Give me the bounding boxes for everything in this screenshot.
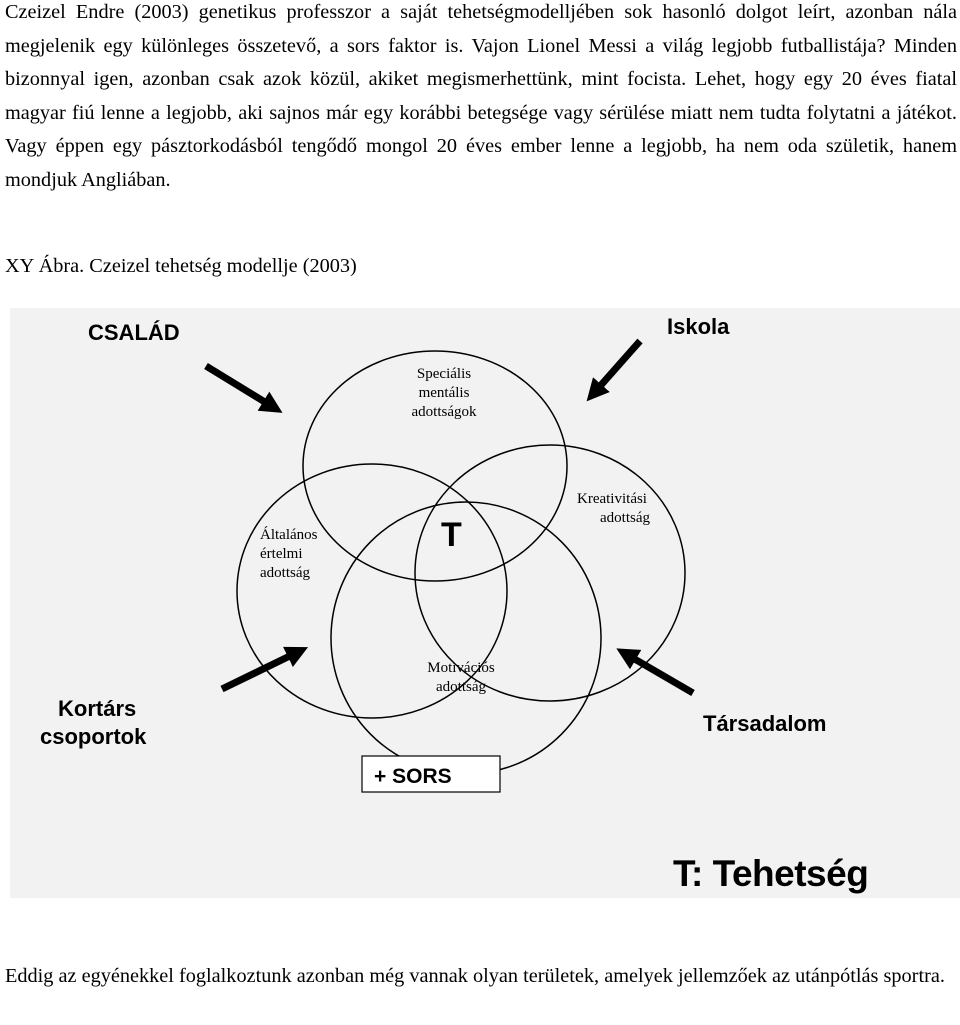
label-talent-center: T	[441, 516, 462, 554]
arrow-family	[206, 366, 273, 407]
label-peers-line1: Kortárs	[58, 696, 137, 721]
label-general-line1: Általános	[260, 527, 318, 543]
label-special-line1: Speciális	[416, 366, 472, 382]
label-school: Iskola	[667, 314, 730, 339]
body-paragraph-top: Czeizel Endre (2003) genetikus professzor a saját tehetségmodelljében sok hasonló dolgot leírt, azonban nála megjelenik egy különleges összetevő, a sors faktor is. Vajon Lionel Messi a világ legjobb futballistája? Minden bizonnyal igen, azonban csak azok közül, akiket megismerhettünk, mint focista. Lehet, hogy egy 20 éves fiatal magyar fiú lenne a legjobb, aki sajnos már egy korábbi betegsége vagy sérülése miatt nem tudta folytatni a játékot. Vagy éppen egy pásztorkodásból tengődő mongol 20 éves ember lenne a legjobb, ha nem oda születik, hanem mondjuk Angliában.	[5, 1, 957, 191]
arrow-peers	[222, 652, 298, 689]
label-peers-line2: csoportok	[40, 724, 147, 749]
label-special-line3: adottságok	[411, 404, 477, 420]
label-motivation-line1: Motivációs	[427, 660, 495, 676]
diagram-canvas	[10, 308, 960, 898]
body-paragraph-bottom: Eddig az egyénekkel foglalkoztunk azonban még vannak olyan területek, amelyek jellemzőek az utánpótlás sportra.	[5, 965, 945, 987]
circle-motivation	[331, 502, 601, 774]
arrow-society	[626, 654, 693, 693]
arrow-school	[594, 341, 640, 393]
label-general-line2: értelmi	[260, 546, 303, 562]
label-creative-line2: adottság	[600, 510, 650, 526]
label-fate: + SORS	[374, 765, 452, 788]
label-family: CSALÁD	[88, 320, 180, 345]
label-creative-line1: Kreativitási	[577, 491, 647, 507]
label-special-line2: mentális	[418, 385, 470, 401]
label-society: Társadalom	[703, 711, 827, 736]
czeizel-talent-model-diagram	[10, 308, 960, 898]
label-motivation-line2: adottság	[436, 679, 486, 695]
figure-caption: XY Ábra. Czeizel tehetség modellje (2003)	[5, 255, 357, 277]
legend-talent: T: Tehetség	[673, 853, 869, 894]
label-general-line3: adottság	[260, 565, 310, 581]
